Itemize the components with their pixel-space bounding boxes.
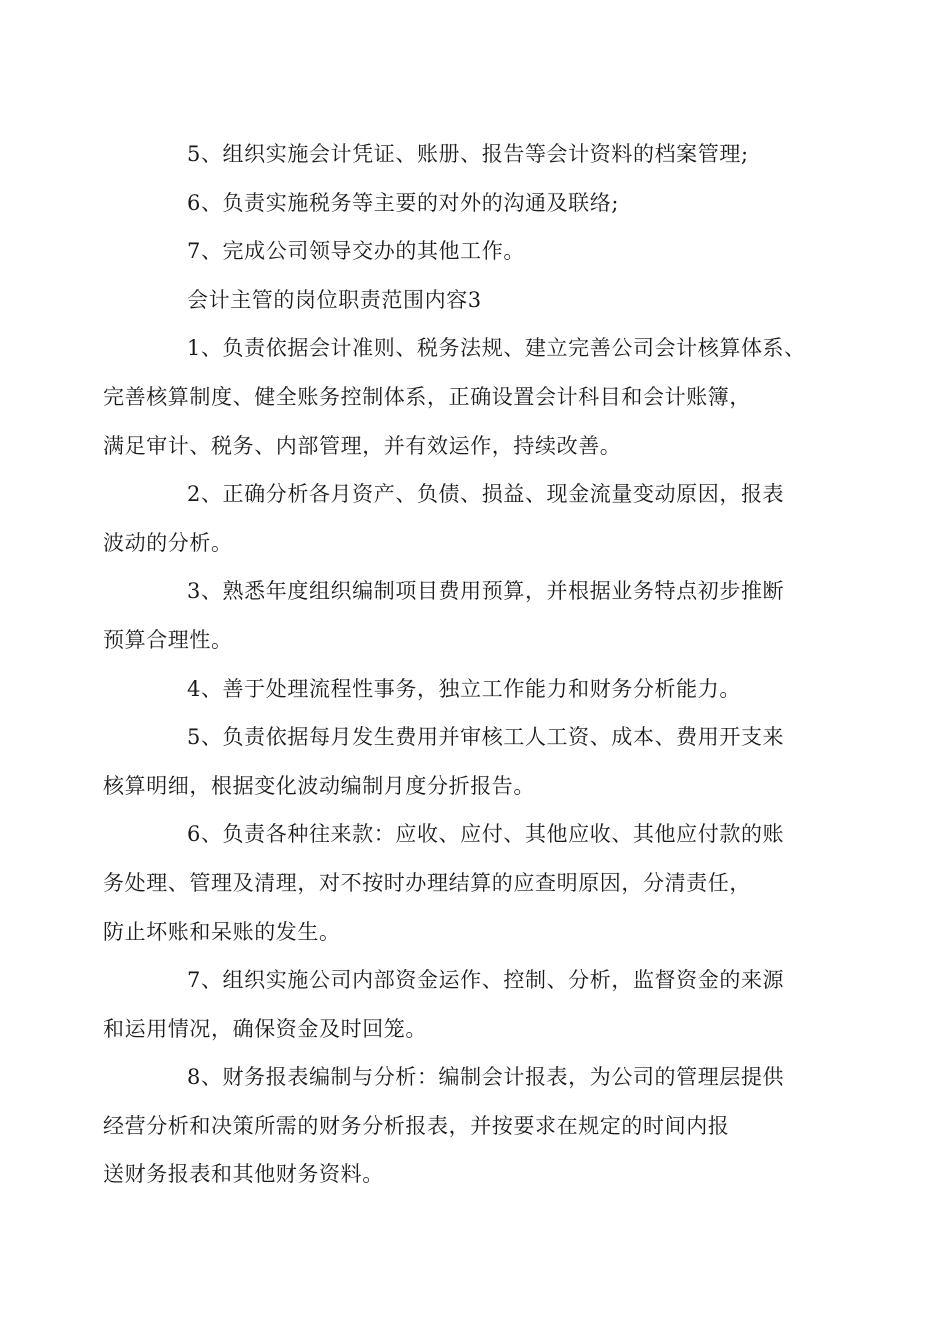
paragraph-receivables [103,810,813,956]
paragraph-line: 7、完成公司领导交办的其他工作。 [187,239,525,264]
paragraph-line: 务处理、管理及清理，对不按时办理结算的应查明原因，分清责任， [103,870,751,895]
paragraph-line: 5、负责依据每月发生费用并审核工人工资、成本、费用开支来 [187,725,785,750]
paragraph-line: 波动的分析。 [103,530,233,555]
section-heading-text: 会计主管的岗位职责范围内容3 [187,287,482,312]
paragraph-monthly-analysis [103,470,813,567]
paragraph-budget [103,567,813,664]
paragraph-line: 6、负责各种往来款：应收、应付、其他应收、其他应付款的账 [187,822,785,847]
document-body [103,130,813,1199]
paragraph-accounting-system [103,324,813,470]
paragraph-fund-operation [103,956,813,1053]
paragraph-line: 满足审计、税务、内部管理，并有效运作，持续改善。 [103,433,622,458]
paragraph-line: 8、财务报表编制与分析：编制会计报表，为公司的管理层提供 [187,1065,785,1090]
paragraph-cost-audit [103,713,813,810]
paragraph-line: 4、善于处理流程性事务，独立工作能力和财务分析能力。 [187,676,741,701]
paragraph-line: 7、组织实施公司内部资金运作、控制、分析，监督资金的来源 [187,968,785,993]
paragraph-line: 核算明细，根据变化波动编制月度分折报告。 [103,773,535,798]
paragraph-line: 2、正确分析各月资产、负债、损益、现金流量变动原因，报表 [187,482,785,507]
paragraph-line: 送财务报表和其他财务资料。 [103,1162,384,1187]
paragraph-tax-communication [145,179,813,228]
paragraph-line: 3、熟悉年度组织编制项目费用预算，并根据业务特点初步推断 [187,579,785,604]
paragraph-line: 5、组织实施会计凭证、账册、报告等会计资料的档案管理; [187,142,749,166]
paragraph-line: 防止坏账和呆账的发生。 [103,919,341,944]
paragraph-other-work [145,227,813,276]
paragraph-line: 6、负责实施税务等主要的对外的沟通及联络; [187,190,620,215]
paragraph-process-handling [145,665,813,714]
paragraph-line: 经营分析和决策所需的财务分析报表，并按要求在规定的时间内报 [103,1113,730,1138]
paragraph-line: 1、负责依据会计准则、税务法规、建立完善公司会计核算体系、 [187,336,806,361]
paragraph-line: 和运用情况，确保资金及时回笼。 [103,1016,427,1041]
paragraph-line: 预算合理性。 [103,627,233,652]
paragraph-financial-reports [103,1053,813,1199]
paragraph-line: 完善核算制度、健全账务控制体系，正确设置会计科目和会计账簿， [103,384,751,409]
section-heading [145,276,813,325]
paragraph-archive-management [145,130,813,179]
